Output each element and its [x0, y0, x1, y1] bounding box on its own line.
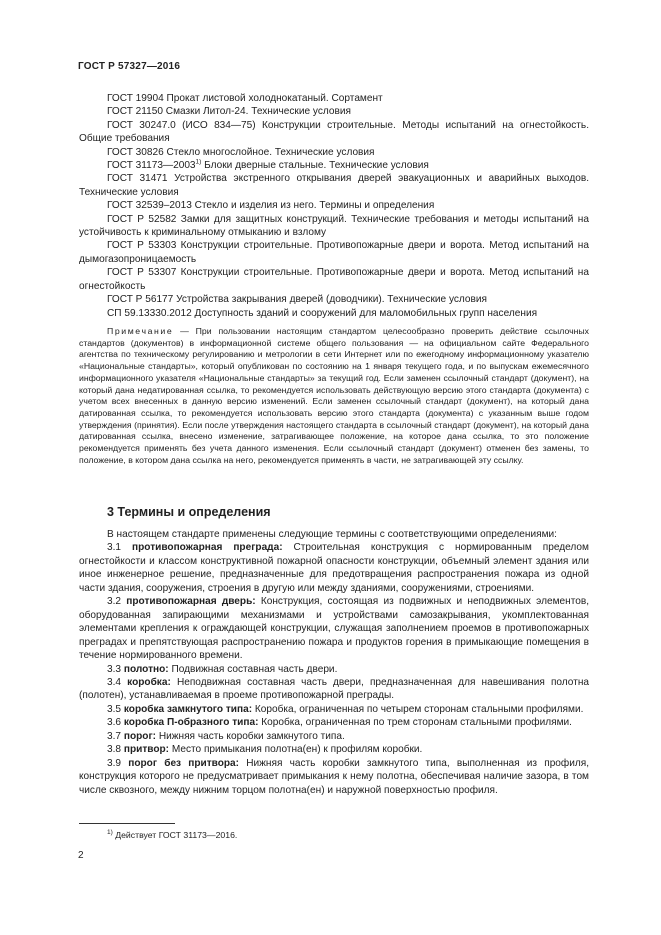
- reference-item: ГОСТ 21150 Смазки Литол-24. Технические условия: [107, 106, 351, 118]
- term-item: 3.4 коробка: Неподвижная составная часть двери, предназначенная для навешивания полотна (полотен), устанавливаемая в проеме противопожарной преграды.: [79, 676, 590, 702]
- term-item: 3.2 противопожарная дверь: Конструкция, состоящая из подвижных и неподвижных элементов, оборудованная запирающими механизмами и устройствами самозакрывания, укомплектованная элементами крепления к ограждающей конструкции, служащая заполнением проемов в противопожарных преградах и препятствующая распространению пожара и продуктов горения в примыкающие помещения в течение нормированного времени.: [79, 596, 589, 662]
- footnote: [107, 830, 237, 840]
- reference-item: СП 59.13330.2012 Доступность зданий и сооружений для маломобильных групп населения: [107, 307, 538, 319]
- section-title: 3 Термины и определения: [107, 505, 271, 519]
- term-item: 3.6 коробка П-образного типа: Коробка, ограниченная по трем сторонам стальными профилями.: [107, 717, 572, 729]
- section-intro: В настоящем стандарте применены следующие термины с соответствующими определениями:: [107, 529, 557, 540]
- reference-item: ГОСТ 30247.0 (ИСО 834—75) Конструкции строительные. Методы испытаний на огнестойкость. Общие требования: [79, 119, 589, 145]
- reference-item-with-footnote: ГОСТ 31173—2003$^{1)}$ Блоки дверные стальные. Технические условия: [107, 158, 429, 172]
- note-text: — При пользовании настоящим стандартом целесообразно проверить действие ссылочных стандартов (документов) в информационной системе общего пользования — на официальном сайте Федерального агентства по техническому регулированию и метрологии в сети Интернет или по ежегодному информационному указателю «Национальные стандарты», который опубликован по состоянию на 1 января текущего года, и по выпускам ежемесячного информационного указателя «Национальные стандарты» за текущий год. Если заменен ссылочный стандарт (документ), на который дана недатированная ссылка, то рекомендуется использовать действующую версию этого стандарта (документа) с учетом всех внесенных в данную версию изменений. Если заменен ссылочный стандарт (документ), на который дана датированная ссылка, то рекомендуется использовать версию этого стандарта (документа) с указанным выше годом утверждения (принятия). Если после утверждения настоящего стандарта в ссылочный стандарт (документ), на который дана датированная ссылка, внесено изменение, затрагивающее положение, на которое дана ссылка, то это положение рекомендуется применять без учета данного изменения. Если ссылочный стандарт (документ) отменен без замены, то положение, в котором дана ссылка на него, рекомендуется применять в части, не затрагивающей эту ссылку.: [79, 326, 589, 465]
- page-number: 2: [78, 850, 84, 861]
- reference-item: ГОСТ Р 52582 Замки для защитных конструкций. Технические требования и методы испытаний на устойчивость к криминальному отмыканию и взлому: [79, 213, 589, 239]
- reference-item: ГОСТ 30826 Стекло многослойное. Технические условия: [107, 146, 375, 158]
- term-item: 3.8 притвор: Место примыкания полотна(ен) к профилям коробки.: [107, 744, 423, 756]
- footnote-mark[interactable]: 1): [195, 158, 202, 166]
- footnote-mark: 1): [107, 829, 113, 837]
- term-item: 3.3 полотно: Подвижная составная часть двери.: [107, 663, 338, 675]
- reference-item: ГОСТ 19904 Прокат листовой холоднокатаный. Сортамент: [107, 93, 383, 104]
- terms-list: [79, 528, 589, 797]
- footnote-text: Действует ГОСТ 31173—2016.: [112, 830, 238, 840]
- term-item: 3.1 противопожарная преграда: Строительная конструкция с нормированным пределом огнестойкости и классом конструктивной пожарной опасности конструкции, объемный элемент здания или иное инженерное решение, предназначенные для предотвращения распространения пожара из одной части здания, сооружения, строения в другую или между зданиями, сооружениями, строениями.: [79, 542, 589, 594]
- reference-item: ГОСТ 32539–2013 Стекло и изделия из него. Термины и определения: [107, 200, 435, 212]
- document-header: ГОСТ Р 57327—2016: [78, 61, 181, 72]
- term-item: 3.5 коробка замкнутого типа: Коробка, ограниченная по четырем сторонам стальными профилями.: [107, 703, 584, 715]
- reference-item: ГОСТ Р 53303 Конструкции строительные. Противопожарные двери и ворота. Метод испытаний на дымогазопроницаемость: [79, 240, 589, 265]
- normative-references: [79, 92, 589, 320]
- note-block: [79, 326, 589, 466]
- reference-item: ГОСТ Р 56177 Устройства закрывания дверей (доводчики). Технические условия: [107, 294, 488, 306]
- term-item: 3.7 порог: Нижняя часть коробки замкнутого типа.: [107, 730, 345, 742]
- note-label: Примечание: [107, 326, 174, 336]
- footnote-divider: [79, 823, 175, 824]
- reference-item: ГОСТ Р 53307 Конструкции строительные. Противопожарные двери и ворота. Метод испытаний на огнестойкость: [79, 267, 589, 292]
- term-item: 3.9 порог без притвора: Нижняя часть коробки замкнутого типа, выполненная из профиля, конструкция которого не предусматривает примыкания к нему полотна, обеспечивая наличие зазора, в том числе сквозного, между нижним торцом полотна(ен) и наружной поверхностью профиля.: [79, 757, 590, 796]
- reference-item: ГОСТ 31471 Устройства экстренного открывания дверей эвакуационных и аварийных выходов. Технические условия: [79, 173, 589, 198]
